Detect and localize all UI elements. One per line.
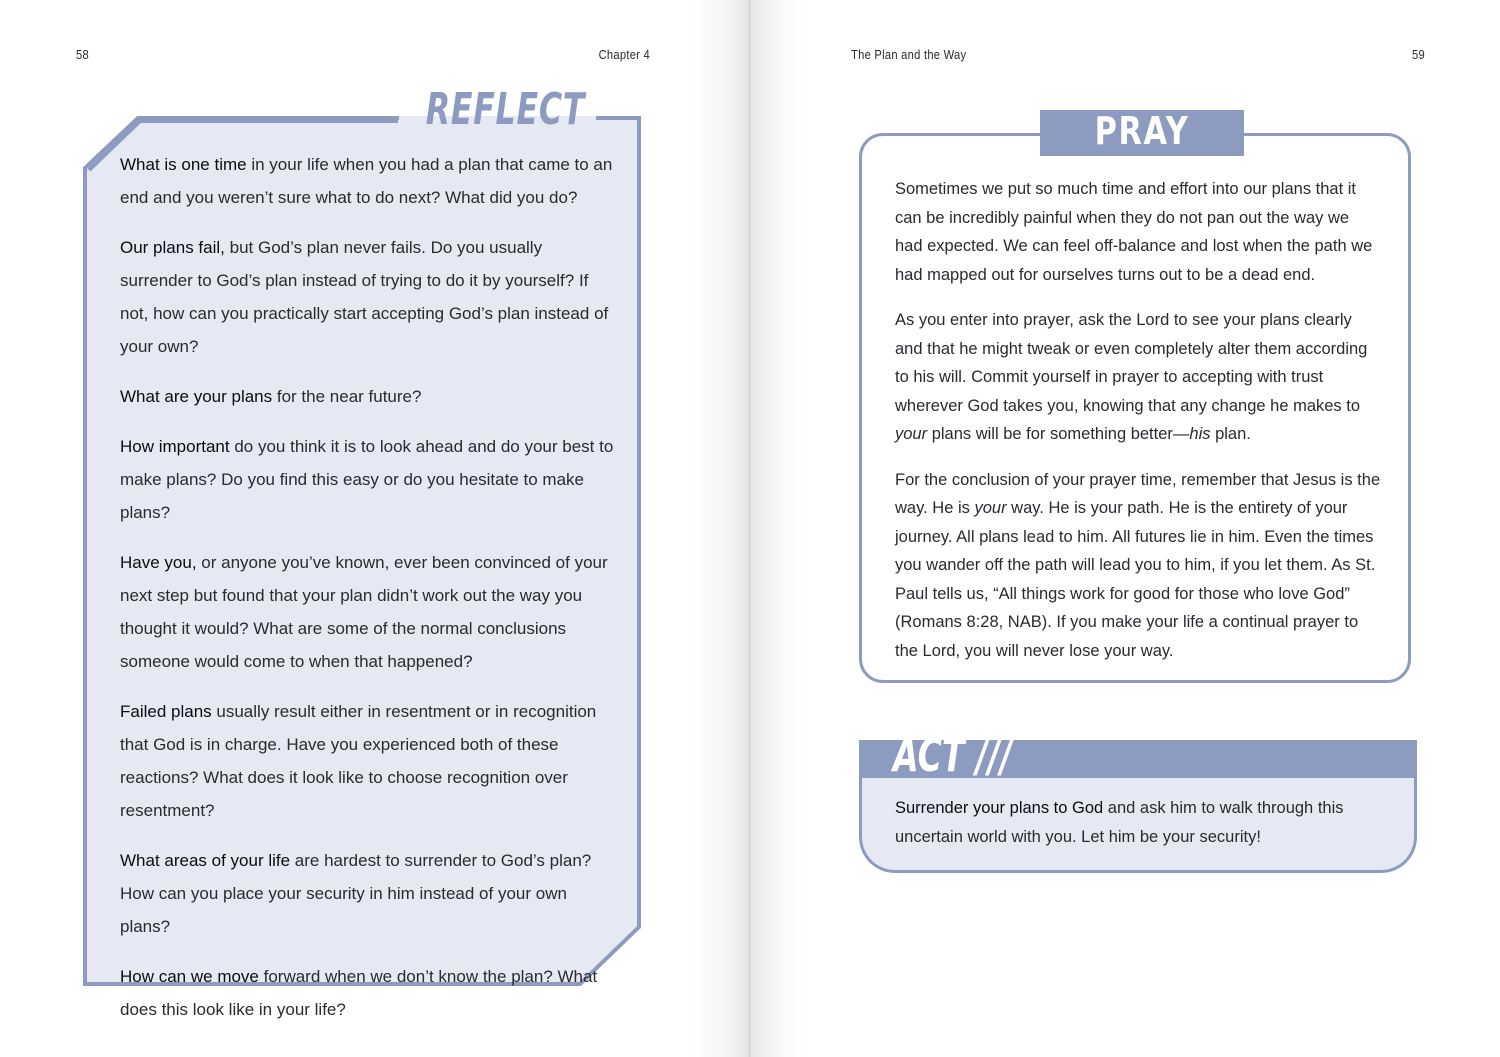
running-head-left: Chapter 4 <box>598 47 650 62</box>
reflect-item: How important do you think it is to look ahead and do your best to make plans? Do you find this easy or do you hesitate to make plans? <box>120 437 614 522</box>
pray-paragraph: Sometimes we put so much time and effort into our plans that it can be incredibly painful when they do not pan out the way we had expected. We can feel off-balance and lost when the path we had mapped out for ourselves turns out to be a dead end. <box>895 180 1373 284</box>
gutter-shadow <box>690 0 750 1057</box>
reflect-item: What is one time in your life when you had a plan that came to an end and you weren’t sure what to do next? What did you do? <box>120 155 613 207</box>
reflect-item: What are your plans for the near future? <box>120 387 422 406</box>
reflect-item: What areas of your life are hardest to surrender to God’s plan? How can you place your security in him instead of your own plans? <box>120 851 592 936</box>
act-heading: ACT /// <box>893 728 1013 782</box>
gutter-shadow <box>751 0 806 1057</box>
reflect-questions <box>120 148 615 1043</box>
reflect-heading: REFLECT <box>425 84 586 135</box>
reflect-item: Failed plans usually result either in resentment or in recognition that God is in charge. Have you experienced both of these reactions? What does it look like to choose recognition over resentment? <box>120 702 597 820</box>
pray-heading: PRAY <box>1094 109 1190 153</box>
reflect-item: Have you, or anyone you’ve known, ever been convinced of your next step but found that your plan didn’t work out the way you thought it would? What are some of the normal conclusions someone would come to when that happened? <box>120 553 608 671</box>
pray-text <box>895 175 1381 682</box>
page-number-left: 58 <box>76 47 89 62</box>
act-text: Surrender your plans to God and ask him to walk through this uncertain world with you. Let him be your security! <box>895 799 1344 846</box>
pray-paragraph: As you enter into prayer, ask the Lord to see your plans clearly and that he might tweak or even completely alter them according to his will. Commit yourself in prayer to accepting with trust wherever God takes you, knowing that any change he makes to your plans will be for something better—his plan. <box>895 311 1368 443</box>
reflect-item: Our plans fail, but God’s plan never fails. Do you usually surrender to God’s plan instead of trying to do it by yourself? If not, how can you practically start accepting God’s plan instead of your own? <box>120 238 609 356</box>
page-number-right: 59 <box>1412 47 1425 62</box>
reflect-item: How can we move forward when we don’t know the plan? What does this look like in your life? <box>120 967 598 1019</box>
pray-paragraph: For the conclusion of your prayer time, remember that Jesus is the way. He is your way. He is your path. He is the entirety of your journey. All plans lead to him. All futures lie in him. Even the times you wander off the path will lead you to him, if you let them. As St. Paul tells us, “All things work for good for those who love God” (Romans 8:28, NAB). If you make your life a continual prayer to the Lord, you will never lose your way. <box>895 470 1381 660</box>
running-head-right: The Plan and the Way <box>851 47 967 62</box>
